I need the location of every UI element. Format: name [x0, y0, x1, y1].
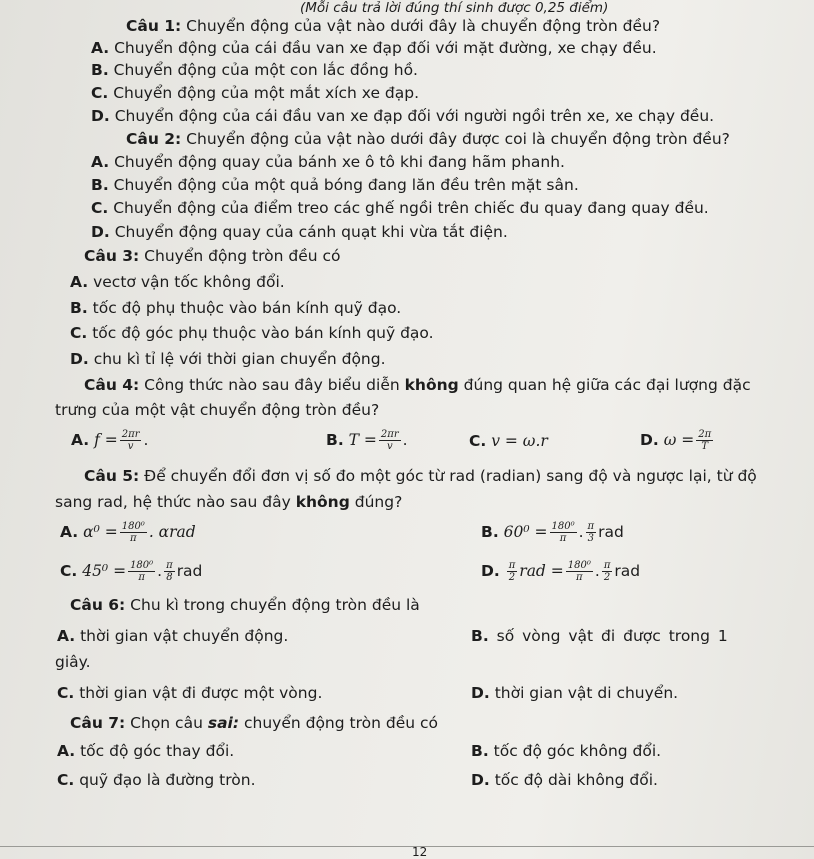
question-1-option-b: B. Chuyển động của một con lắc đồng hồ. — [91, 61, 418, 79]
question-6-option-c: C. thời gian vật đi được một vòng. — [57, 684, 323, 702]
question-5-continued: sang rad, hệ thức nào sau đây không đúng? — [55, 493, 403, 511]
question-5-option-b: B. 60⁰ = $\frac{\text{180⁰}}{\pi}$ . $\frac{\pi}{3}$ rad — [481, 521, 624, 544]
question-7-option-d: D. tốc độ dài không đổi. — [471, 771, 658, 789]
question-1-option-a: A. Chuyển động của cái đầu van xe đạp đối với mặt đường, xe chạy đều. — [91, 39, 657, 57]
question-3 — [84, 246, 341, 266]
question-6-label: Câu 6: — [70, 596, 126, 614]
question-1-text: Chuyển động của vật nào dưới đây là chuyển động tròn đều? — [181, 17, 661, 35]
question-2-option-c: C. Chuyển động của điểm treo các ghế ngồi trên chiếc đu quay đang quay đều. — [91, 199, 709, 217]
question-5-option-a: A. α⁰ = $\frac{\text{180⁰}}{\pi}$ . αrad — [60, 521, 196, 544]
question-3-label: Câu 3: — [84, 247, 140, 265]
question-4-option-d: D. ω = $\frac{2\pi}{T}$ — [640, 429, 712, 452]
question-6-option-b-continued: giây. — [55, 653, 91, 671]
question-2-text: Chuyển động của vật nào dưới đây được coi là chuyển động tròn đều? — [181, 130, 730, 148]
question-3-text: Chuyển động tròn đều có — [139, 247, 341, 265]
question-2-option-b: B. Chuyển động của một quả bóng đang lăn đều trên mặt sân. — [91, 176, 579, 194]
question-4-option-c: C. v = ω.r — [469, 432, 548, 450]
question-2-label: Câu 2: — [126, 130, 182, 148]
question-7-option-b: B. tốc độ góc không đổi. — [471, 742, 662, 760]
question-1-option-c: C. Chuyển động của một mắt xích xe đạp. — [91, 84, 420, 102]
question-6-option-b: B. số vòng vật đi được trong 1 — [471, 627, 728, 645]
question-1-option-d: D. Chuyển động của cái đầu van xe đạp đối với người ngồi trên xe, xe chạy đều. — [91, 107, 715, 125]
question-2-option-a: A. Chuyển động quay của bánh xe ô tô khi đang hãm phanh. — [91, 153, 565, 171]
question-4: Câu 4: Công thức nào sau đây biểu diễn không đúng quan hệ giữa các đại lượng đặc — [84, 376, 751, 394]
question-1-label: Câu 1: — [126, 17, 182, 35]
question-1 — [126, 16, 660, 36]
question-6: Câu 6: Chu kì trong chuyển động tròn đều là — [70, 596, 420, 614]
question-5-option-c: C. 45⁰ = $\frac{\text{180⁰}}{\pi}$ . $\frac{\pi}{8}$ rad — [60, 560, 203, 583]
question-3-option-a: A. vectơ vận tốc không đổi. — [70, 273, 285, 291]
question-6-option-a: A. thời gian vật chuyển động. — [57, 627, 289, 645]
question-7-option-c: C. quỹ đạo là đường tròn. — [57, 771, 256, 789]
question-5-label: Câu 5: — [84, 467, 140, 485]
question-2 — [126, 129, 730, 149]
question-4-label: Câu 4: — [84, 376, 140, 394]
question-4-continued: trưng của một vật chuyển động tròn đều? — [55, 401, 380, 419]
question-2-option-d: D. Chuyển động quay của cánh quạt khi vừa tắt điện. — [91, 223, 508, 241]
question-6-option-d: D. thời gian vật di chuyển. — [471, 684, 679, 702]
scoring-note: (Mỗi câu trả lời đúng thí sinh được 0,25 điểm) — [300, 0, 609, 16]
question-7-option-a: A. tốc độ góc thay đổi. — [57, 742, 235, 760]
footer-divider — [0, 846, 814, 847]
question-3-option-c: C. tốc độ góc phụ thuộc vào bán kính quỹ đạo. — [70, 324, 434, 342]
question-7: Câu 7: Chọn câu sai: chuyển động tròn đều có — [70, 714, 438, 732]
question-4-option-b: B. T = $\frac{2\pi r}{v}$ . — [326, 429, 408, 452]
question-4-option-a: A. f = $\frac{2\pi r}{v}$ . — [71, 429, 149, 452]
question-5: Câu 5: Để chuyển đổi đơn vị số đo một góc từ rad (radian) sang độ và ngược lại, từ độ — [84, 467, 757, 485]
question-3-option-d: D. chu kì tỉ lệ với thời gian chuyển động. — [70, 350, 386, 368]
question-3-option-b: B. tốc độ phụ thuộc vào bán kính quỹ đạo. — [70, 299, 402, 317]
question-5-option-d: D. $\frac{\pi}{2}$ rad = $\frac{\text{180⁰}}{\pi}$ . $\frac{\pi}{2}$ rad — [481, 560, 641, 583]
page-number: 12 — [412, 845, 428, 859]
question-7-label: Câu 7: — [70, 714, 126, 732]
